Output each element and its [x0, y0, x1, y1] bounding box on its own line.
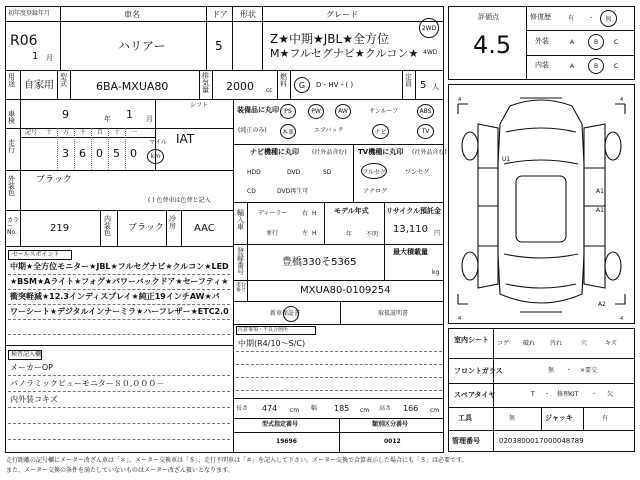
color-no-label: カラーNo.: [7, 217, 20, 236]
shape-label: 形状: [240, 10, 256, 19]
drive-4wd: 4WD: [423, 49, 438, 56]
navi-dvd-play: DVD再生可: [277, 188, 309, 195]
navi-dvd: DVD: [287, 169, 301, 176]
fuel-g-circle: [294, 77, 310, 93]
ext-grade-b: B: [593, 38, 599, 46]
seat-label: 室内シート: [454, 336, 489, 344]
mileage-sub: 記号: [25, 129, 38, 136]
capacity-unit: 人: [432, 83, 439, 91]
fuel-g: G: [298, 80, 306, 90]
aw-circle: [335, 104, 351, 119]
chassis-label: 車台番号: [236, 282, 247, 293]
navi-circle: [372, 124, 389, 139]
svg-text:4: 4: [458, 97, 462, 103]
mileage-digit: 5: [113, 147, 120, 160]
mileage-label: 走行: [8, 139, 15, 154]
height-value: 166: [403, 404, 419, 413]
glass-sep: ・: [566, 367, 573, 374]
digit-divider: [74, 128, 75, 170]
ac-label: 冷房: [169, 215, 176, 230]
int-grade-c: C: [614, 63, 619, 70]
recycle-unit: 円: [434, 230, 441, 237]
model-label: 型式: [60, 73, 67, 88]
int-grade-b-circle: [588, 58, 604, 74]
seat-item-1: コゲ: [497, 340, 510, 347]
sales-line-3: 衝突軽減★12.3インディスプレイ★純正19インチAW★パ: [10, 292, 220, 301]
first-reg-year: R06: [10, 33, 38, 49]
recycle-label: リサイクル預託金: [386, 207, 442, 215]
score-value: 4.5: [473, 31, 512, 59]
inspection-year: 9: [62, 108, 69, 121]
model-year-value: 不明: [366, 231, 379, 238]
tv-analog: アナログ: [363, 188, 388, 195]
tools-label: 工具: [458, 414, 472, 422]
ext-grade-a: A: [570, 39, 575, 46]
height-unit: cm: [430, 407, 440, 414]
exterior-label: 外装色: [8, 175, 15, 197]
ext-grade-c: C: [614, 39, 619, 46]
digit-divider: [125, 128, 126, 170]
int-grade-a: A: [570, 63, 575, 70]
footer-line-1: 走行距離の記号欄にメーター改ざん車は「＊」、メーター交換車は「＄」、走行不明車は「＃」を記入して下さい。メーター交換で合算表示した場合にも「＄」は必要です。: [6, 457, 468, 464]
import-parallel: 並行: [266, 230, 279, 237]
import-left: 左: [302, 230, 309, 237]
model-value: 6BA-MXUA80: [96, 80, 169, 93]
seat-item-3: 汚れ: [550, 340, 563, 347]
notes-value: 中期(R4/10～S/C): [238, 339, 306, 348]
equip-aw: AW: [338, 108, 348, 115]
equip-ps: PS: [284, 108, 292, 115]
tv-oneseg: ワンセグ: [405, 169, 430, 176]
capacity-value: 5: [420, 80, 427, 91]
repair-sep: ・: [588, 15, 595, 22]
exterior-color: ブラック: [36, 175, 72, 185]
mileage-digit-header: 万: [63, 129, 70, 136]
navi-type-sub: (社外品含む): [312, 149, 347, 156]
use-label: 用途: [8, 73, 15, 88]
warranty-circle: [283, 306, 299, 322]
spare-kit: 修理KIT: [557, 391, 579, 398]
sales-point-label: セールスポイント: [12, 251, 60, 258]
mileage-digit-header: 十: [114, 129, 121, 136]
grade-line2: M★フルセグナビ★クルコン★: [270, 47, 419, 60]
int-grade-b: B: [593, 62, 599, 70]
svg-text:4: 4: [620, 97, 624, 103]
equip-airbag: エアバック: [314, 127, 344, 134]
max-load-label: 最大積載量: [393, 248, 428, 256]
ext-grade-b-circle: [588, 34, 604, 50]
fuel-label: 燃料: [280, 73, 287, 88]
sales-line-4: ワーシート★デジタルインナーミラ★ハーフレザー★ETC2.0: [10, 307, 229, 316]
mileage-digit-header: 百: [97, 129, 104, 136]
spare-missing: 欠: [607, 391, 614, 398]
km-circle: [147, 149, 164, 164]
mileage-digit-header: 一: [131, 129, 138, 136]
drive-2wd-circle: [419, 18, 439, 38]
import-dealer: ディーラー: [258, 210, 288, 217]
glass-label: フロントガラス: [454, 367, 503, 375]
svg-text:4: 4: [620, 316, 624, 322]
mileage-digit-header: 十: [46, 129, 53, 136]
width-label: 幅: [311, 405, 318, 412]
exterior-grade-label: 外装: [535, 37, 549, 45]
navi-hdd: HDD: [247, 169, 261, 176]
abs-circle: [417, 104, 434, 119]
seat-item-5: キズ: [605, 340, 617, 347]
mileage-digit: 0: [130, 147, 137, 160]
tv-fullseg: フルセグ: [362, 168, 386, 176]
displacement-unit: cc: [266, 87, 273, 94]
spare-label: スペアタイヤ: [454, 391, 496, 399]
diag-mark-u1: U1: [502, 156, 511, 163]
fuel-others: D・HV・( ): [316, 81, 354, 89]
first-reg-month-unit: 月: [46, 54, 53, 62]
digit-divider: [108, 128, 109, 170]
inspector-line-1: メーカーOP: [10, 363, 53, 372]
mileage-digit-header: 千: [80, 129, 87, 136]
diag-mark-a1-1: A1: [596, 188, 604, 195]
grade-line1: Z★中期★JBL★全方位: [270, 32, 389, 46]
length-unit: cm: [290, 407, 300, 414]
ac-value: AAC: [194, 223, 215, 234]
displacement-label: 排気量: [202, 72, 209, 94]
tv-circle: [417, 124, 434, 139]
spare-sep-2: ・: [591, 391, 598, 398]
mgmt-number: 0203800017000048789: [499, 437, 584, 445]
glass-none: 無: [548, 367, 555, 374]
mgmt-label: 管理番号: [452, 437, 480, 445]
navi-type-label: ナビ機種に丸印: [250, 148, 299, 156]
inspector-line-3: 内外装コキズ: [10, 395, 58, 404]
seat-item-4: 穴: [581, 340, 588, 347]
recycle-value: 13,110: [393, 224, 428, 235]
inspection-month: 1: [126, 108, 133, 121]
spare-t: T: [531, 391, 535, 398]
import-right: 右: [302, 210, 309, 217]
import-label: 輸入車: [237, 209, 244, 231]
inspection-year-unit: 年: [104, 115, 111, 123]
model-year-label: モデル年式: [334, 207, 369, 215]
inspection-label: 車検: [8, 110, 15, 125]
spare-sep-1: ・: [544, 391, 551, 398]
registration-value: 豊橋330そ5365: [282, 257, 357, 268]
manual-label: 取扱説明書: [378, 310, 409, 317]
first-reg-month: 1: [32, 51, 39, 62]
class-no-label: 類別区分番号: [372, 421, 409, 428]
diag-mark-a1-2: A1: [596, 207, 604, 214]
glass-replace: ×要交: [580, 367, 598, 374]
model-year-unit: 年: [346, 231, 353, 238]
equip-leather: 本革: [281, 129, 294, 136]
equip-pw: PW: [311, 108, 321, 115]
equip-navi: ナビ: [374, 129, 387, 136]
grade-label: グレード: [326, 10, 358, 19]
mileage-digit: 6: [79, 147, 86, 160]
footer-line-2: また、メーター交換の条件を満たしていないものはメーター改ざん扱いとなります。: [6, 467, 234, 474]
car-name: ハリアー: [118, 39, 166, 53]
ps-circle: [280, 104, 296, 119]
diag-mark-a2: A2: [598, 301, 606, 308]
repair-no-circle: [600, 10, 617, 27]
mileage-digit: 0: [96, 147, 103, 160]
type-no: 19696: [276, 438, 297, 445]
import-handle-r: H: [312, 210, 317, 217]
equip-sunroof: サンルーフ: [369, 108, 399, 115]
tv-type-label: TV機種に丸印: [358, 148, 404, 156]
interior-color: ブラック: [128, 223, 164, 233]
doors-value: 5: [215, 39, 223, 53]
length-value: 474: [262, 404, 278, 413]
max-load-unit: kg: [432, 269, 440, 276]
repair-no: 無: [605, 16, 612, 23]
svg-text:4: 4: [458, 316, 462, 322]
type-no-label: 型式指定番号: [262, 421, 299, 428]
digit-divider: [91, 128, 92, 170]
width-value: 185: [334, 404, 350, 413]
shift-value: IAT: [176, 132, 195, 146]
tv-type-sub: (社外品含む): [412, 149, 447, 156]
class-no: 0012: [384, 438, 401, 445]
capacity-label: 定員: [405, 73, 412, 88]
drive-2wd: 2WD: [421, 24, 437, 32]
km-label: km: [150, 153, 161, 160]
registration-label: 登録番号: [237, 247, 244, 276]
height-label: 高さ: [379, 405, 392, 412]
use-value: 自家用: [24, 80, 54, 91]
tools-value: 無: [509, 415, 516, 422]
equip-tv: TV: [421, 128, 430, 135]
navi-sd: SD: [323, 169, 332, 176]
equip-abs: ABS: [419, 108, 432, 115]
sales-line-2: ★BSM★Aライト★フォグ★パワーバックドア★セーフティ★: [10, 277, 229, 286]
leather-circle: [280, 124, 296, 139]
width-unit: cm: [360, 407, 370, 414]
first-reg-label: 初年度登録年月: [8, 10, 51, 17]
digit-divider: [57, 128, 58, 170]
inspector-line-2: パノラミックビューモニター８０,０００－: [10, 379, 165, 388]
repair-yes: 有: [568, 15, 575, 22]
pw-circle: [308, 104, 324, 119]
interior-grade-label: 内装: [535, 61, 549, 69]
shift-label: シフト: [190, 102, 209, 109]
jack-label: ジャッキ: [545, 414, 573, 422]
interior-label: 内装色: [104, 215, 111, 237]
mileage-digit: 3: [62, 147, 69, 160]
length-label: 長さ: [236, 405, 249, 412]
displacement-value: 2000: [226, 80, 254, 93]
notes-label: 注意事項・不具合箇所: [238, 327, 289, 333]
car-name-label: 車名: [124, 10, 140, 19]
import-handle-l: H: [312, 230, 317, 237]
fullseg-circle: [361, 163, 387, 179]
sales-line-1: 中期★全方位モニター★JBL★フルセグナビ★クルコン★LED: [10, 262, 229, 271]
navi-cd: CD: [247, 188, 256, 195]
repair-label: 修復歴: [530, 13, 551, 21]
equip-sublabel: (純正のみ): [238, 127, 267, 134]
seat-item-2: 破れ: [523, 340, 536, 347]
chassis-value: MXUA80-0109254: [300, 285, 391, 296]
color-no: 219: [50, 223, 70, 234]
inspector-label: 検査記入欄: [11, 351, 42, 358]
jack-value: 有: [602, 415, 609, 422]
inspection-month-unit: 月: [146, 115, 153, 123]
doors-label: ドア: [212, 10, 228, 19]
equip-label: 装備品に丸印: [237, 106, 279, 114]
car-diagram: [448, 84, 635, 324]
exterior-note: ( ) 色替車は色替と記入: [148, 197, 211, 204]
warranty-label: 新車保証書: [270, 310, 301, 317]
score-label: 評価点: [478, 13, 499, 21]
mile-label: マイル: [149, 139, 167, 146]
